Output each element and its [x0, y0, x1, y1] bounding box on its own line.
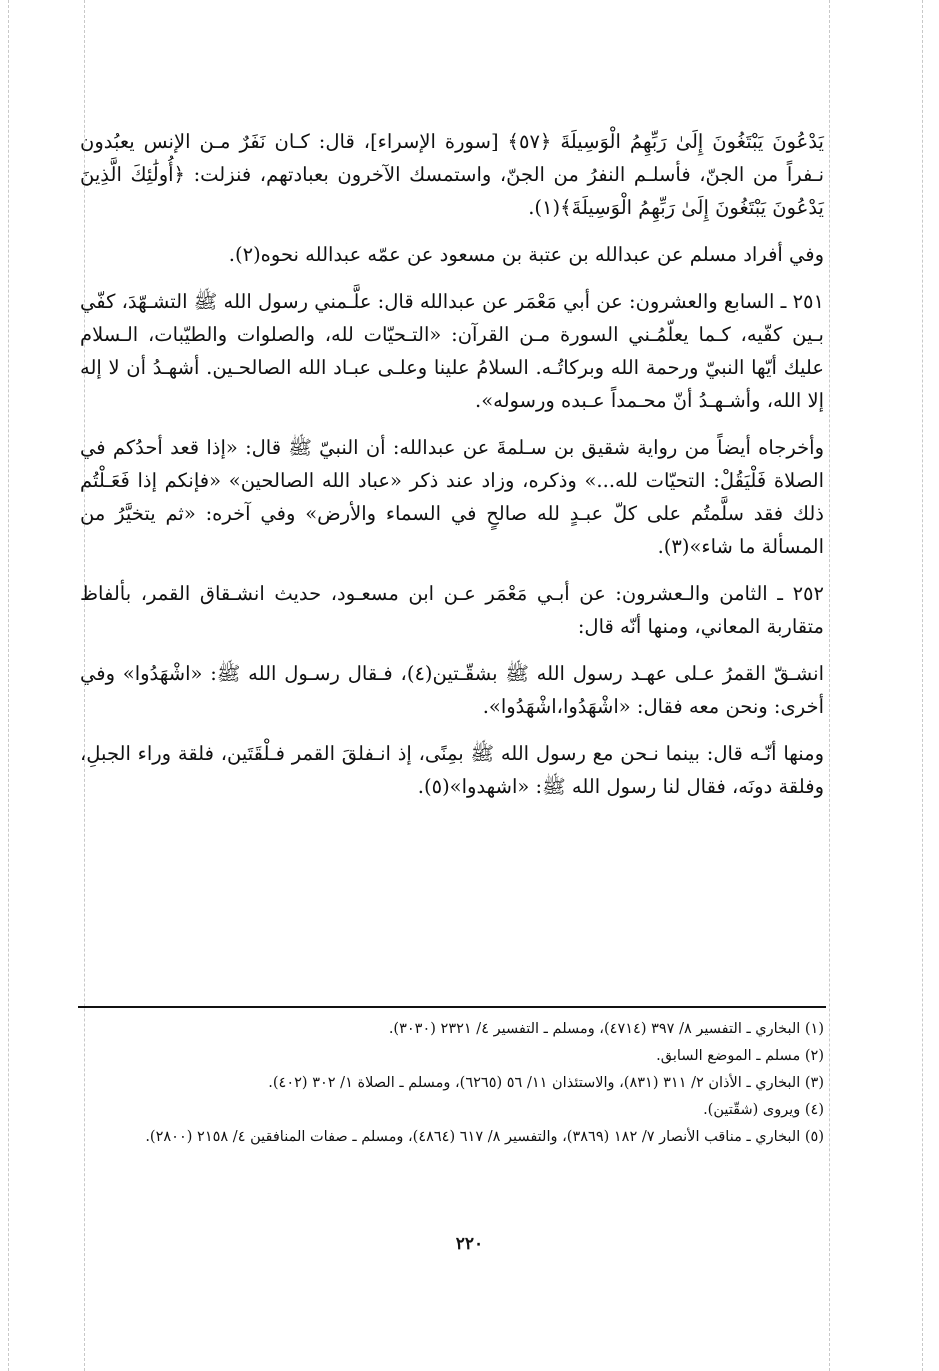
- paragraph-moon-split: انشـقّ القمرُ عـلى عهـد رسول الله ﷺ بشقّـتين(٤)، فـقال رسـول الله ﷺ: «اشْهَدُوا» وفي أخرى: ونحن معه فقال: «اشْهَدُوا،اشْهَدُوا».: [80, 662, 825, 718]
- scan-margin-line: [829, 0, 830, 1371]
- main-text: [80, 125, 824, 817]
- footnote-1: (١) البخاري ـ التفسير ٨/ ٣٩٧ (٤٧١٤)، ومسلم ـ التفسير ٤/ ٢٣٢١ (٣٠٣٠).: [388, 1021, 824, 1037]
- scan-margin-line: [8, 0, 9, 1371]
- paragraph-hadith-252: ٢٥٢ ـ الثامن والـعشرون: عن أبـي مَعْمَر عـن ابن مسعـود، حديث انشـقاق القمر، بألفاظ متقاربة المعاني، ومنها أنّه قال:: [80, 582, 824, 638]
- paragraph-muslim-variant: وفي أفراد مسلم عن عبدالله بن عتبة بن مسعود عن عمّه عبدالله نحوه(٢).: [228, 243, 824, 266]
- footnotes: [80, 1016, 824, 1151]
- paragraph-mina-narration: ومنها أنّـه قال: بينما نـحن مع رسول الله ﷺ بمِنًى، إذ انـفلقَ القمر فـلْقَتَين، فلقة وراء الجبلِ، وفلقة دونَه، فقال لنا رسول الله ﷺ: «اشهدوا»(٥).: [80, 742, 824, 798]
- paragraph-shaqiq-narration: وأخرجاه أيضاً من رواية شقيق بن سـلمةَ عن عبدالله: أن النبيّ ﷺ قال: «إذا قعد أحدُكم في الصلاة فَلْيَقُلْ: التحيّات لله...» وذكره، وزاد عند ذكر «عباد الله الصالحين» «فإنكم إذا فَعَـلْتُم ذلك فقد سلَّمتُم على كلّ عبـدٍ لله صالحٍ في السماء والأرض» وفي آخره: «ثم يتخيَّرُ من المسألة ما شاء»(٣).: [80, 436, 824, 558]
- page-number: ٢٢٠: [455, 1234, 484, 1254]
- paragraph-hadith-251: ٢٥١ ـ السابع والعشرون: عن أبي مَعْمَر عن عبدالله قال: علَّـمني رسول الله ﷺ التشـهّدَ، كفّي بـين كفّيه، كـما يعلّمُـني السورة مـن القرآن: «التـحيّات لله، والصلوات والطيّبات، الـسلام عليك أيّها النبيّ ورحمة الله وبركاتُـه. السلامُ علينا وعلـى عبـاد الله الصالحـين. أشهـدُ أن لا إله إلا الله، وأشـهـدُ أنّ محـمداً عـبده ورسوله».: [80, 290, 824, 412]
- paragraph-verse-continuation: يَدْعُونَ يَبْتَغُونَ إِلَىٰ رَبِّهِمُ الْوَسِيلَةَ ﴿٥٧﴾ [سورة الإسراء]، قال: كـان نَفَرٌ مـن الإنس يعبُدون نـفراً من الجنّ، فأسلـم النفرُ من الجنّ، واستمسك الآخرون بعبادتهم، فنزلت: ﴿أُولَٰئِكَ الَّذِينَ يَدْعُونَ يَبْتَغُونَ إِلَىٰ رَبِّهِمُ الْوَسِيلَةَ﴾(١).: [80, 130, 824, 219]
- footnote-separator: [78, 1006, 826, 1008]
- footnote-4: (٤) ويروى (شقّتين).: [703, 1102, 824, 1118]
- footnote-3: (٣) البخاري ـ الأذان ٢/ ٣١١ (٨٣١)، والاستئذان ١١/ ٥٦ (٦٢٦٥)، ومسلم ـ الصلاة ١/ ٣٠٢ (٤٠٢).: [268, 1075, 824, 1091]
- scan-margin-line: [922, 0, 923, 1371]
- footnote-5: (٥) البخاري ـ مناقب الأنصار ٧/ ١٨٢ (٣٨٦٩)، والتفسير ٨/ ٦١٧ (٤٨٦٤)، ومسلم ـ صفات المنافقين ٤/ ٢١٥٨ (٢٨٠٠).: [145, 1129, 824, 1145]
- footnote-2: (٢) مسلم ـ الموضع السابق.: [656, 1048, 824, 1064]
